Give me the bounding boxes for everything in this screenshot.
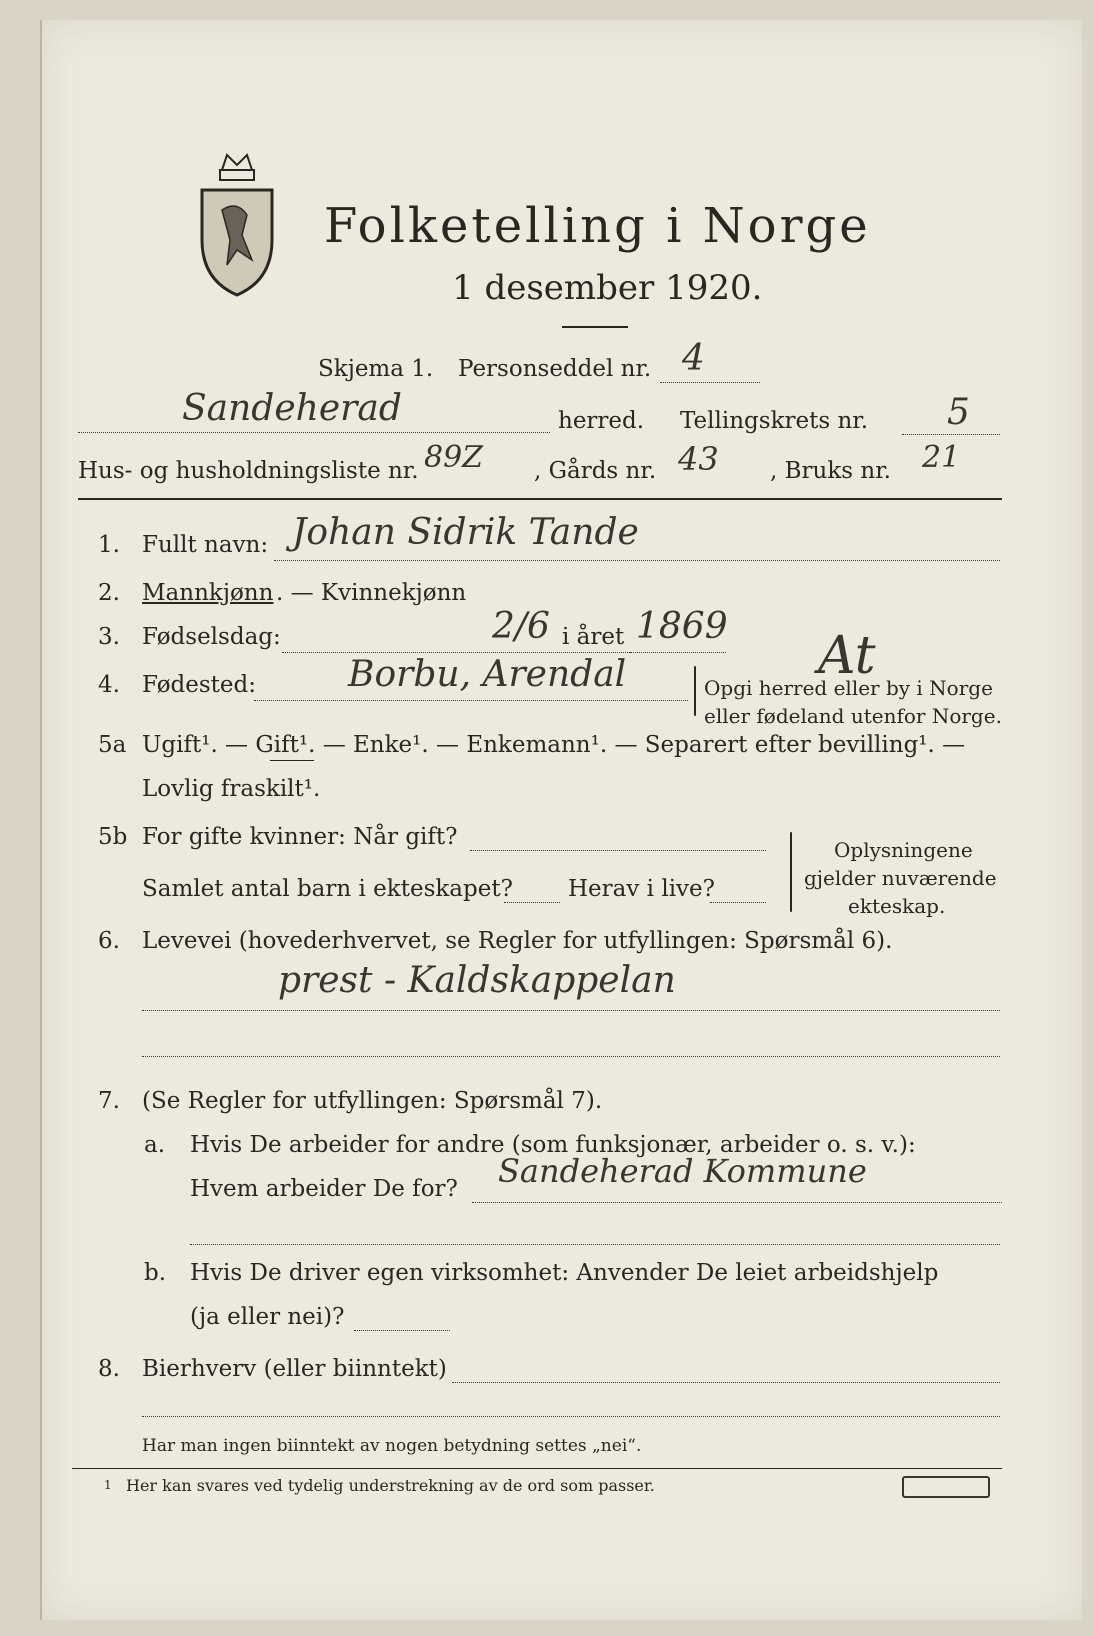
q2-male: Mannkjønn [142, 580, 274, 606]
herred-label: herred. [558, 408, 645, 434]
title-divider [562, 326, 628, 328]
coat-of-arms-icon [192, 140, 282, 300]
q7a-line2: Hvem arbeider De for? [190, 1176, 458, 1202]
q7a-letter: a. [144, 1132, 166, 1158]
q4-label: Fødested: [142, 672, 257, 698]
q8-line1 [452, 1382, 1000, 1383]
tellingskrets-label: Tellingskrets nr. [680, 408, 869, 434]
q2-rest: . — Kvinnekjønn [276, 580, 467, 606]
q5b-line1: For gifte kvinner: Når gift? [142, 824, 458, 850]
tellingskrets-value: 5 [947, 392, 970, 433]
header-divider [78, 498, 1002, 500]
footer-divider [72, 1468, 1002, 1469]
q4-note1: Opgi herred eller by i Norge [704, 676, 993, 700]
q5b-note2: gjelder nuværende [804, 866, 997, 890]
q3-mid: i året [562, 624, 625, 650]
q2-num: 2. [98, 580, 120, 606]
q7b-letter: b. [144, 1260, 167, 1286]
q6-line1 [142, 1010, 1000, 1011]
q3-year-line [630, 652, 726, 653]
q4-brace [694, 666, 696, 716]
birthplace-value: Borbu, Arendal [348, 654, 627, 695]
personseddel-value: 4 [682, 338, 705, 379]
form-title: Folketelling i Norge [324, 198, 871, 254]
q5b-alive-line [710, 902, 766, 903]
q6-label: Levevei (hovederhvervet, se Regler for utfyllingen: Spørsmål 6). [142, 928, 893, 954]
q5b-married-line [470, 850, 766, 851]
q7-num: 7. [98, 1088, 120, 1114]
q5a-line2: Lovlig fraskilt¹. [142, 776, 321, 802]
q7a-line1: Hvis De arbeider for andre (som funksjonær, arbeider o. s. v.): [190, 1132, 916, 1158]
q7-label: (Se Regler for utfyllingen: Spørsmål 7). [142, 1088, 603, 1114]
footnote-text: Her kan svares ved tydelig understrekning av de ord som passer. [126, 1476, 655, 1495]
q4-num: 4. [98, 672, 120, 698]
herred-value: Sandeherad [182, 388, 402, 429]
q1-line [274, 560, 1000, 561]
husliste-value: 89Z [424, 440, 484, 475]
bruks-label: , Bruks nr. [770, 458, 891, 484]
q5a-line1: Ugift¹. — Gift¹. — Enke¹. — Enkemann¹. — Separert efter bevilling¹. — [142, 732, 966, 758]
footer-note: Har man ingen biinntekt av nogen betydning settes „nei“. [142, 1436, 642, 1456]
herred-line [78, 432, 550, 433]
bruks-value: 21 [922, 440, 961, 475]
q7b-line [354, 1330, 450, 1331]
tellingskrets-line [902, 434, 1000, 435]
full-name-value: Johan Sidrik Tande [292, 512, 639, 553]
q7a-line2-dots [190, 1244, 1000, 1245]
q5b-note3: ekteskap. [848, 894, 946, 918]
q5b-note1: Oplysningene [834, 838, 973, 862]
q8-label: Bierhverv (eller biinntekt) [142, 1356, 447, 1382]
q6-num: 6. [98, 928, 120, 954]
form-date: 1 desember 1920. [452, 268, 763, 308]
footnote-number: 1 [104, 1478, 112, 1492]
initials-mark: At [818, 626, 876, 686]
q4-line [254, 700, 688, 701]
q5a-num: 5a [98, 732, 127, 758]
personseddel-line [660, 382, 760, 383]
q4-note2: eller fødeland utenfor Norge. [704, 704, 1002, 728]
gift-underline [270, 760, 314, 761]
q7b-line2: (ja eller nei)? [190, 1304, 345, 1330]
census-form [40, 20, 1082, 1620]
birth-day-value: 2/6 [492, 606, 550, 647]
printer-stamp [902, 1476, 990, 1498]
q3-num: 3. [98, 624, 120, 650]
q7a-line [472, 1202, 1002, 1203]
q5b-line2a: Samlet antal barn i ekteskapet? [142, 876, 513, 902]
schema-label: Skjema 1. [318, 356, 434, 382]
gards-label: , Gårds nr. [534, 458, 657, 484]
q7b-line1: Hvis De driver egen virksomhet: Anvender De leiet arbeidshjelp [190, 1260, 939, 1286]
occupation-value: prest - Kaldskappelan [278, 960, 676, 1001]
q8-line2 [142, 1416, 1000, 1417]
q5b-brace [790, 832, 792, 912]
q6-line2 [142, 1056, 1000, 1057]
q3-label: Fødselsdag: [142, 624, 281, 650]
birth-year-value: 1869 [636, 606, 728, 647]
q5b-children-line [504, 902, 560, 903]
employer-value: Sandeherad Kommune [498, 1152, 867, 1190]
gards-value: 43 [678, 440, 719, 478]
q1-label: Fullt navn: [142, 532, 269, 558]
q3-day-line [282, 652, 662, 653]
q8-num: 8. [98, 1356, 120, 1382]
husliste-label: Hus- og husholdningsliste nr. [78, 458, 419, 484]
q1-num: 1. [98, 532, 120, 558]
q5b-line2b: Herav i live? [568, 876, 715, 902]
q5b-num: 5b [98, 824, 128, 850]
personseddel-label: Personseddel nr. [458, 356, 652, 382]
